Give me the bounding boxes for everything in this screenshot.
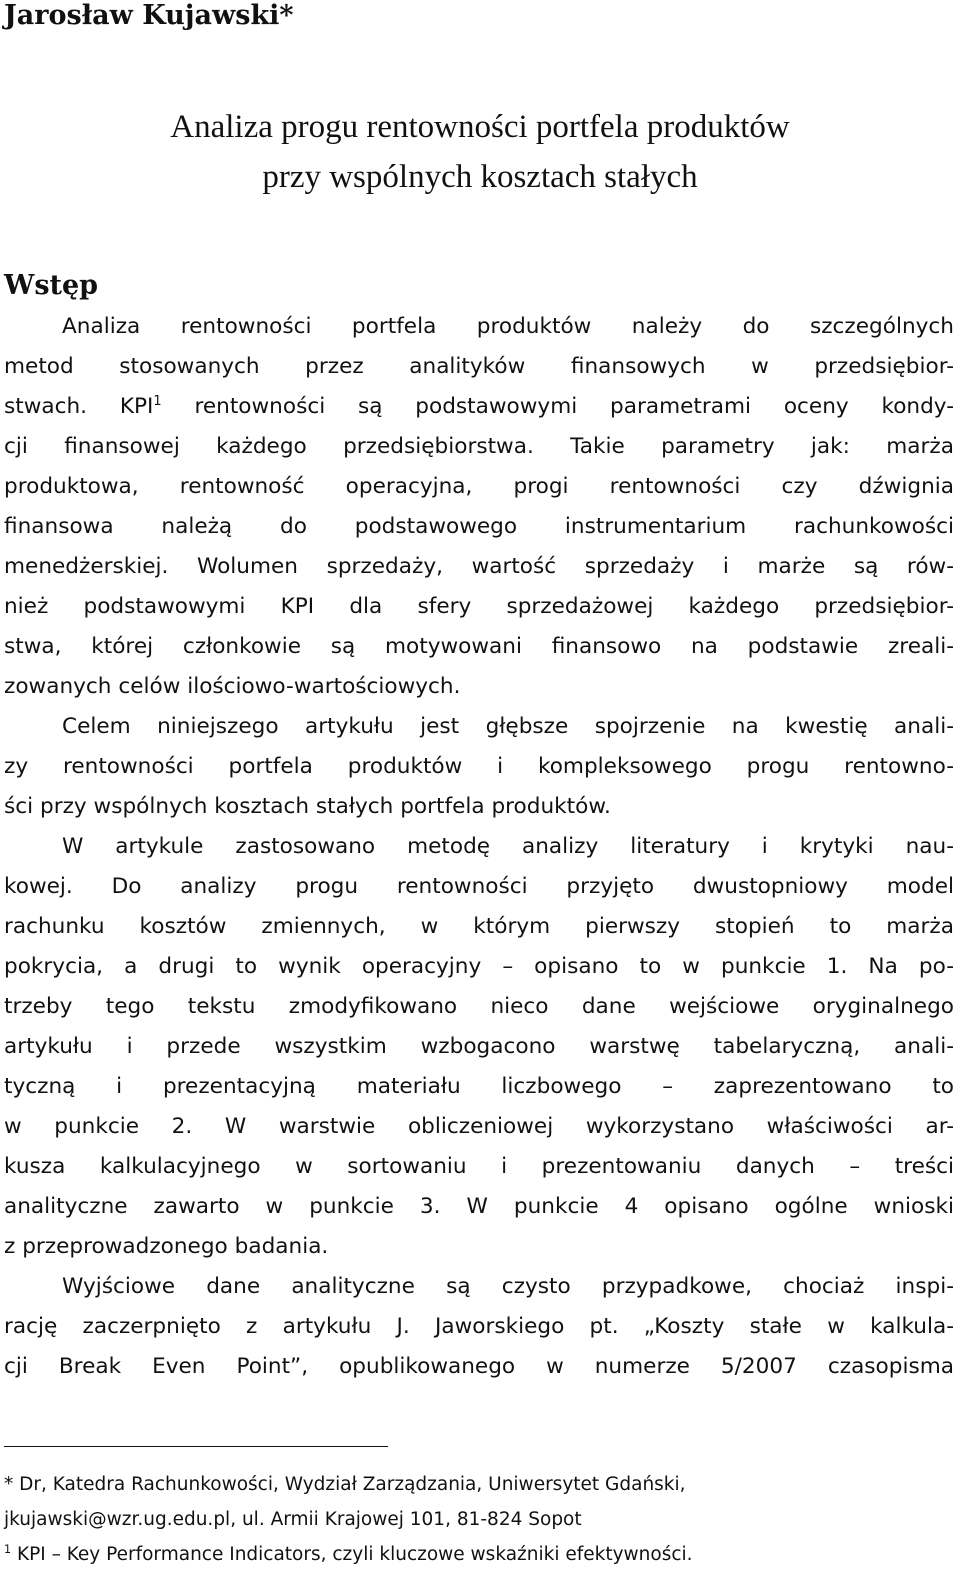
body-line: cji finansowej każdego przedsiębiorstwa. Takie parametry jak: marża: [4, 434, 954, 459]
body-line: zowanych celów ilościowo-wartościowych.: [4, 674, 461, 699]
body-line: stwa, której członkowie są motywowani finansowo na podstawie zreali-: [4, 634, 954, 659]
body-line: Wyjściowe dane analityczne są czysto przypadkowe, chociaż inspi-: [62, 1274, 954, 1299]
body-line: [4, 387, 954, 427]
body-line: Analiza rentowności portfela produktów należy do szczególnych: [62, 314, 954, 339]
body-line: W artykule zastosowano metodę analizy literatury i krytyki nau-: [62, 834, 954, 859]
body-line: kowej. Do analizy progu rentowności przyjęto dwustopniowy model: [4, 874, 954, 899]
footnote-author-address: jkujawski@wzr.ug.edu.pl, ul. Armii Krajowej 101, 81-824 Sopot: [4, 1509, 582, 1530]
body-line: finansowa należą do podstawowego instrumentarium rachunkowości: [4, 514, 954, 539]
article-title: [0, 102, 960, 202]
body-line: w punkcie 2. W warstwie obliczeniowej wykorzystano właściwości ar-: [4, 1114, 954, 1139]
body-line: rachunku kosztów zmiennych, w którym pierwszy stopień to marża: [4, 914, 954, 939]
footnote-kpi-text: KPI – Key Performance Indicators, czyli kluczowe wskaźniki efektywności.: [11, 1544, 693, 1565]
body-line: pokrycia, a drugi to wynik operacyjny – opisano to w punkcie 1. Na po-: [4, 954, 954, 979]
body-line-text: rentowności są podstawowymi parametrami oceny kondy-: [161, 394, 955, 419]
author-name: Jarosław Kujawski*: [4, 0, 294, 31]
body-text: [4, 307, 954, 1387]
body-line: zy rentowności portfela produktów i kompleksowego progu rentowno-: [4, 754, 954, 779]
footnote-number: 1: [4, 1542, 12, 1556]
footnote-kpi: [4, 1537, 954, 1572]
body-line: Celem niniejszego artykułu jest głębsze spojrzenie na kwestię anali-: [62, 714, 954, 739]
body-line: nież podstawowymi KPI dla sfery sprzedażowej każdego przedsiębior-: [4, 594, 954, 619]
body-line: produktowa, rentowność operacyjna, progi rentowności czy dźwignia: [4, 474, 954, 499]
body-line: trzeby tego tekstu zmodyfikowano nieco dane wejściowe oryginalnego: [4, 994, 954, 1019]
body-line: metod stosowanych przez analityków finansowych w przedsiębior-: [4, 354, 954, 379]
body-line: kusza kalkulacyjnego w sortowaniu i prezentowaniu danych – treści: [4, 1154, 954, 1179]
body-line: artykułu i przede wszystkim wzbogacono warstwę tabelaryczną, anali-: [4, 1034, 954, 1059]
footnote-ref: 1: [153, 393, 162, 409]
body-line: ści przy wspólnych kosztach stałych portfela produktów.: [4, 794, 611, 819]
footnote-author: * Dr, Katedra Rachunkowości, Wydział Zarządzania, Uniwersytet Gdański,: [4, 1474, 686, 1495]
title-line-1: Analiza progu rentowności portfela produktów: [170, 109, 790, 145]
footnote-separator: [4, 1446, 388, 1447]
body-line: menedżerskiej. Wolumen sprzedaży, wartość sprzedaży i marże są rów-: [4, 554, 954, 579]
section-heading: Wstęp: [4, 270, 99, 301]
body-line: analityczne zawarto w punkcie 3. W punkcie 4 opisano ogólne wnioski: [4, 1194, 954, 1219]
body-line: z przeprowadzonego badania.: [4, 1234, 329, 1259]
title-line-2: przy wspólnych kosztach stałych: [262, 159, 698, 195]
body-line: tyczną i prezentacyjną materiału liczbowego – zaprezentowano to: [4, 1074, 954, 1099]
body-line: rację zaczerpnięto z artykułu J. Jaworskiego pt. „Koszty stałe w kalkula-: [4, 1314, 954, 1339]
body-line: cji Break Even Point”, opublikowanego w numerze 5/2007 czasopisma: [4, 1354, 954, 1379]
body-line-text: stwach. KPI: [4, 394, 154, 419]
